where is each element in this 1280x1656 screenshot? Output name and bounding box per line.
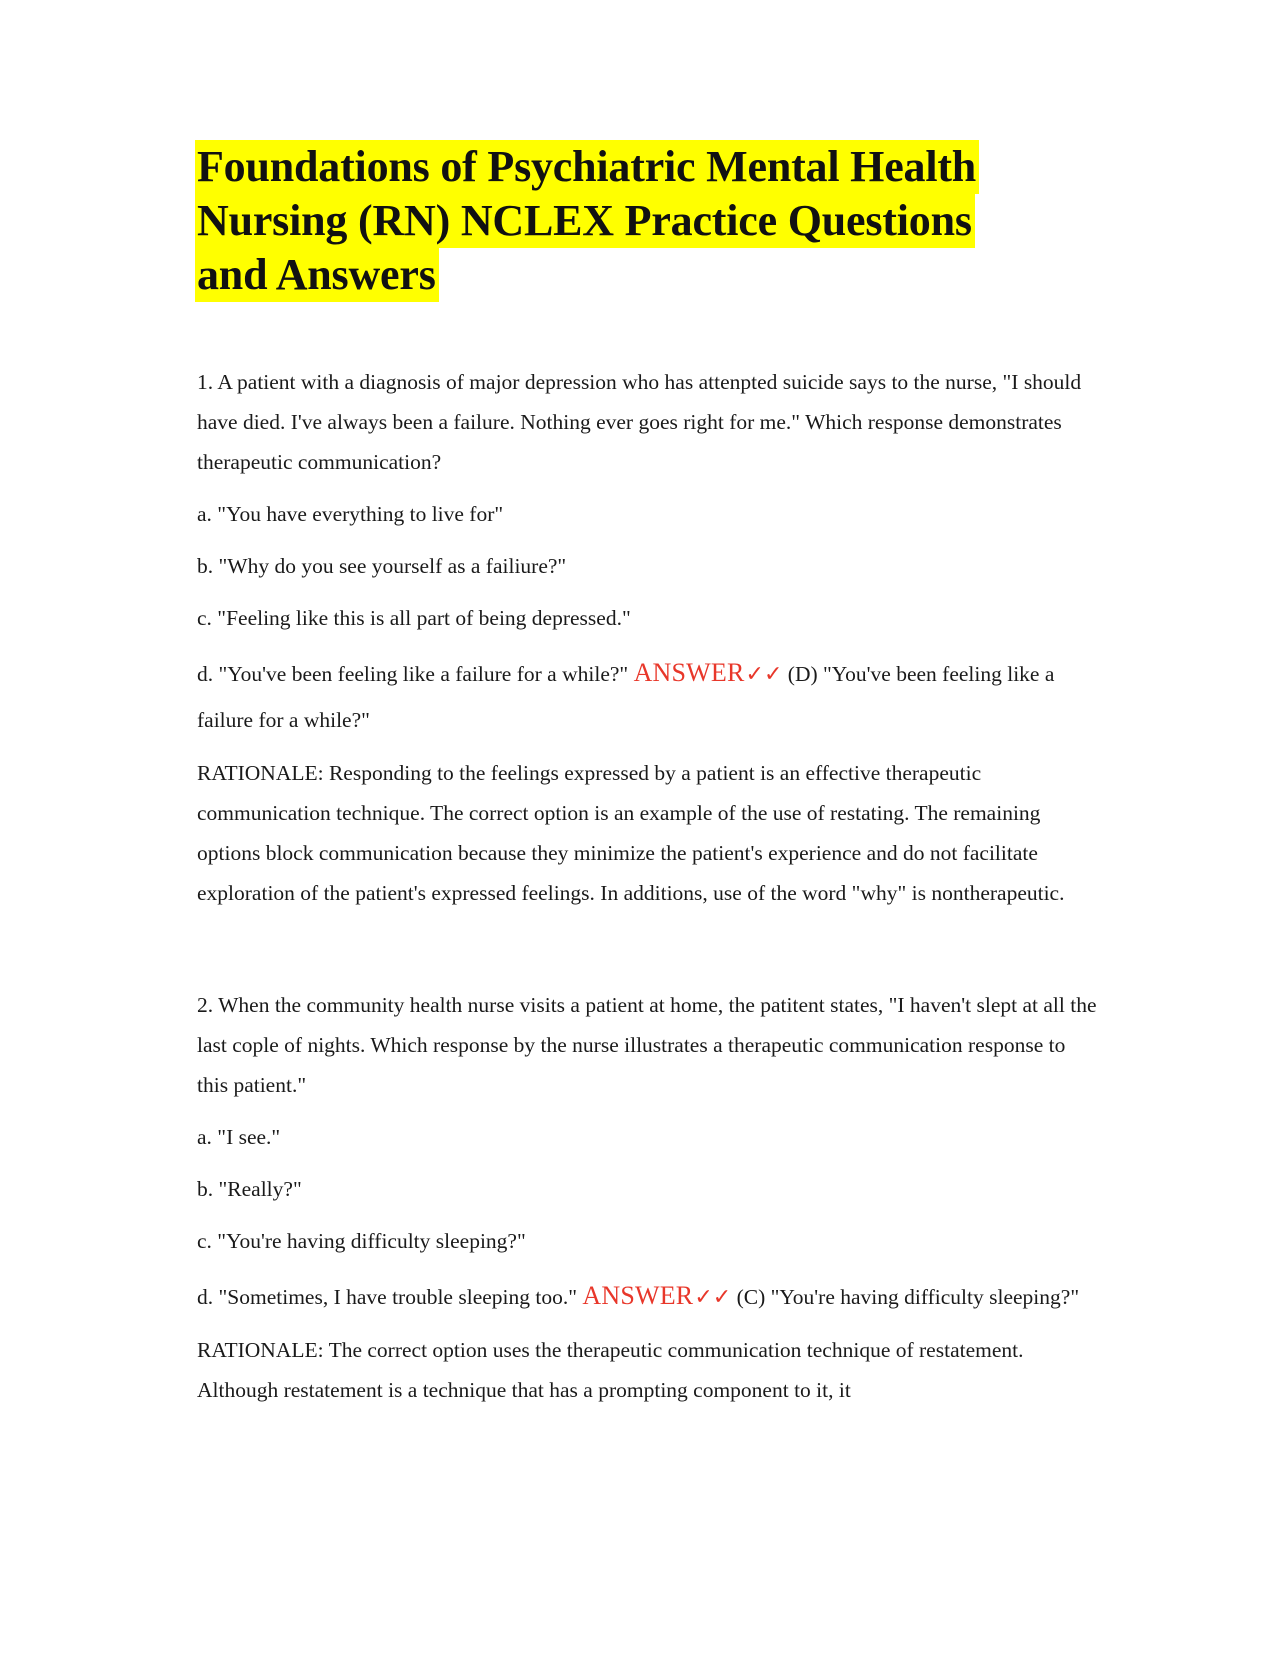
question-1-rationale: RATIONALE: Responding to the feelings expressed by a patient is an effective therapeutic communication technique. The correct option is an example of the use of restating. The remaining options block communication because they minimize the patient's experience and do not facilitate exploration of the patient's expressed feelings. In additions, use of the word "why" is nontherapeutic. [197,761,1065,905]
question-1-answer-text: (D) "You've been feeling like a failure for a while?" [197,662,1055,732]
question-2 [197,985,1097,1410]
question-1-stem: 1. A patient with a diagnosis of major depression who has attenpted suicide says to the nurse, "I should have died. I've always been a failure. Nothing ever goes right for me." Which response demonstrates therapeutic communication? [197,370,1082,474]
question-1-option-d-with-answer [197,650,1097,743]
title-line-3: and Answers [195,248,439,302]
question-1-option-c: c. "Feeling like this is all part of being depressed." [197,606,631,630]
question-2-option-c: c. "You're having difficulty sleeping?" [197,1229,526,1253]
question-2-answer-text: (C) "You're having difficulty sleeping?" [736,1285,1080,1309]
question-1 [197,362,1097,913]
title-line-1: Foundations of Psychiatric Mental Health [195,140,979,194]
question-1-option-d: d. "You've been feeling like a failure for a while?" [197,662,629,686]
question-2-option-d: d. "Sometimes, I have trouble sleeping too." [197,1285,577,1309]
question-2-option-a: a. "I see." [197,1125,281,1149]
question-1-option-b: b. "Why do you see yourself as a failiure?" [197,554,567,578]
question-2-option-d-with-answer [197,1273,1097,1320]
question-2-check-icon: ✓✓ [694,1284,732,1309]
question-2-answer-label: ANSWER [582,1281,694,1310]
title-line-2: Nursing (RN) NCLEX Practice Questions [195,194,975,248]
question-2-rationale: RATIONALE: The correct option uses the therapeutic communication technique of restatement. Although restatement is a technique that has a prompting component to it, it [197,1338,1024,1402]
document-page [197,140,1097,1410]
question-1-check-icon: ✓✓ [745,661,783,686]
question-2-stem: 2. When the community health nurse visits a patient at home, the patitent states, "I haven't slept at all the last cople of nights. Which response by the nurse illustrates a therapeutic communication response to this patient." [197,993,1097,1097]
document-title [197,140,1097,302]
question-1-answer-label: ANSWER [633,658,745,687]
question-1-option-a: a. "You have everything to live for" [197,502,504,526]
question-2-option-b: b. "Really?" [197,1177,302,1201]
